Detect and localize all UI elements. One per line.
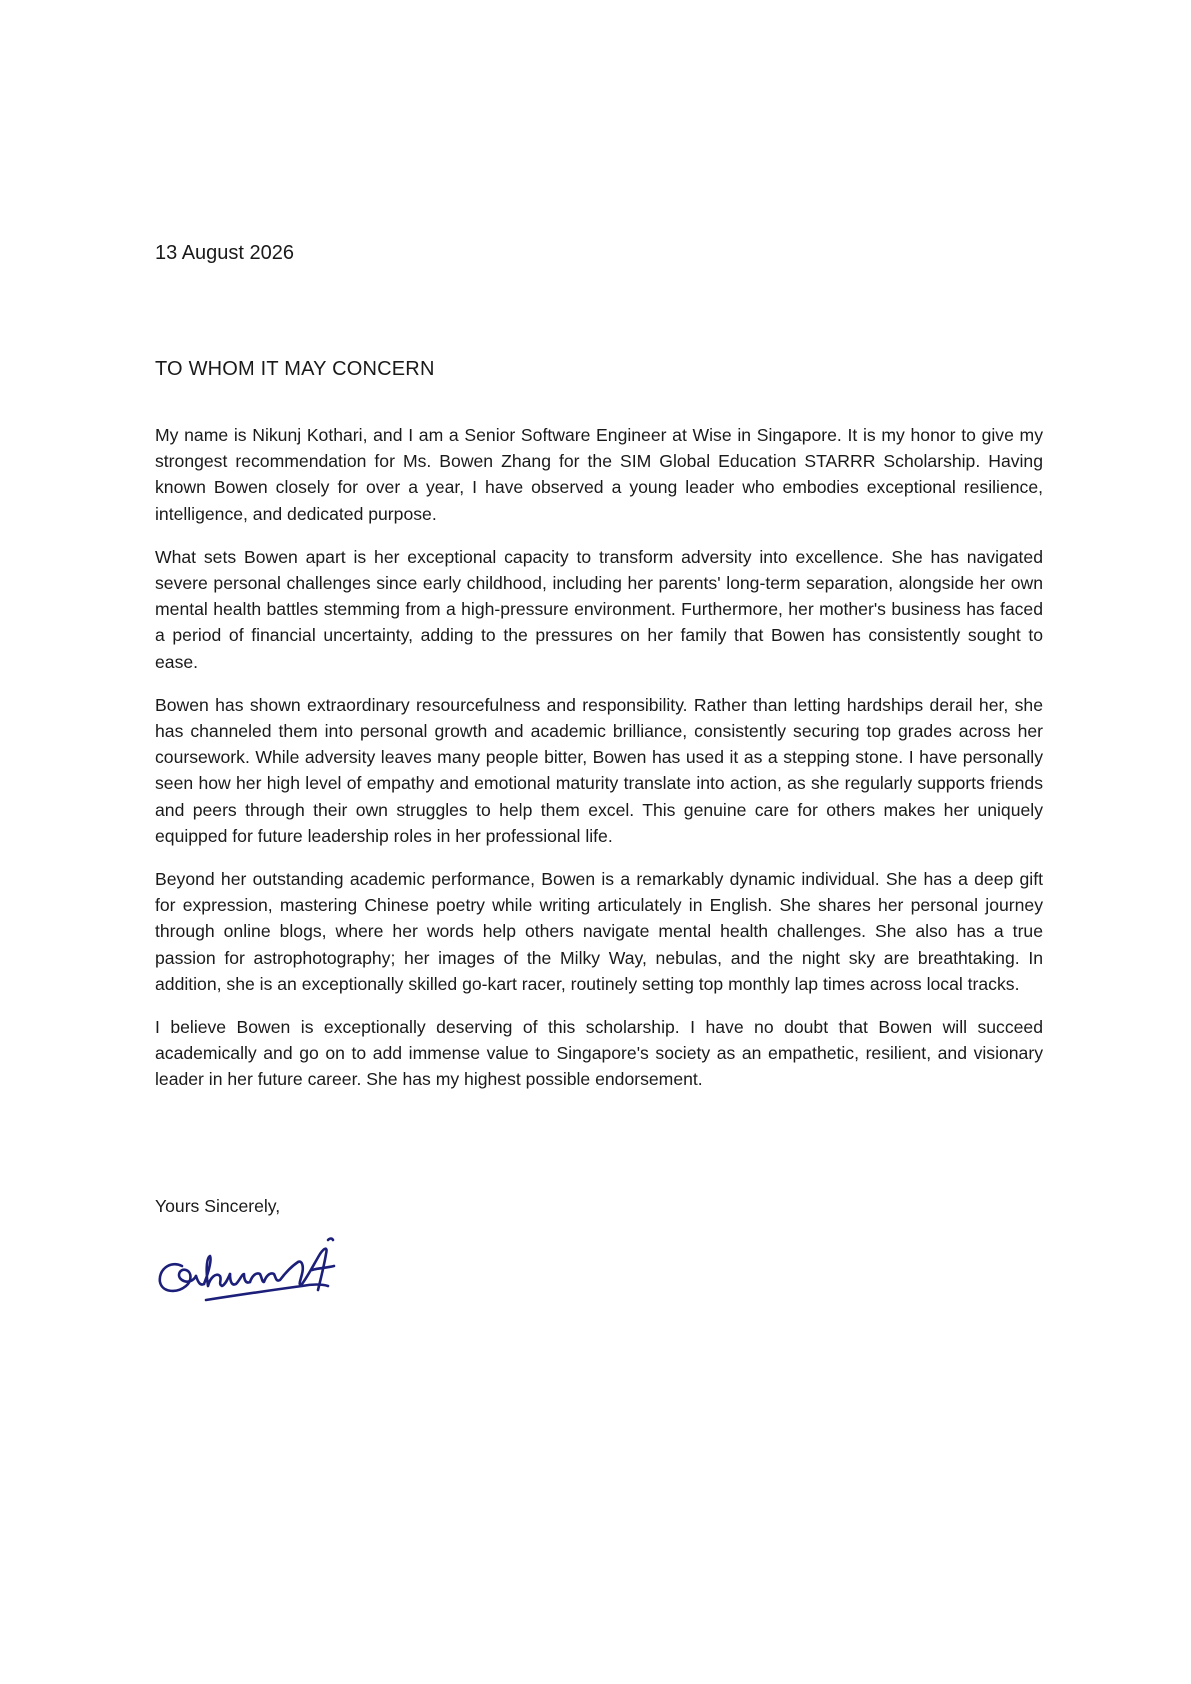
body-paragraph: What sets Bowen apart is her exceptional capacity to transform adversity into excellence. She has navigated severe personal challenges since early childhood, including her parents' long-term separation, alongside her own mental health battles stemming from a high-pressure environment. Furthermore, her mother's business has faced a period of financial uncertainty, adding to the pressures on her family that Bowen has consistently sought to ease. xyxy=(155,546,1043,672)
letter-closing: Yours Sincerely, xyxy=(155,1196,281,1216)
letter-salutation: TO WHOM IT MAY CONCERN xyxy=(155,358,435,380)
letter-date: 13 August 2026 xyxy=(155,242,295,264)
body-paragraph: Beyond her outstanding academic performance, Bowen is a remarkably dynamic individual. She has a deep gift for expression, mastering Chinese poetry while writing articulately in English. She shares her personal journey through online blogs, where her words help others navigate mental health challenges. She also has a true passion for astrophotography; her images of the Milky Way, nebulas, and the night sky are breathtaking. In addition, she is an exceptionally skilled go-kart racer, routinely setting top monthly lap times across local tracks. xyxy=(155,869,1043,994)
handwritten-signature xyxy=(152,1226,362,1308)
body-paragraph: Bowen has shown extraordinary resourcefulness and responsibility. Rather than letting hardships derail her, she has channeled them into personal growth and academic brilliance, consistently securing top grades across her coursework. While adversity leaves many people bitter, Bowen has used it as a stepping stone. I have personally seen how her high level of empathy and emotional maturity translate into action, as she regularly supports friends and peers through their own struggles to help them excel. This genuine care for others makes her uniquely equipped for future leadership roles in her professional life. xyxy=(155,694,1043,846)
body-paragraph: I believe Bowen is exceptionally deserving of this scholarship. I have no doubt that Bowen will succeed academically and go on to add immense value to Singapore's society as an empathetic, resilient, and visionary leader in her future career. She has my highest possible endorsement. xyxy=(155,1017,1043,1090)
letter-body xyxy=(155,422,1043,1110)
body-paragraph: My name is Nikunj Kothari, and I am a Senior Software Engineer at Wise in Singapore. It is my honor to give my strongest recommendation for Ms. Bowen Zhang for the SIM Global Education STARRR Scholarship. Having known Bowen closely for over a year, I have observed a young leader who embodies exceptional resilience, intelligence, and dedicated purpose. xyxy=(155,425,1043,524)
